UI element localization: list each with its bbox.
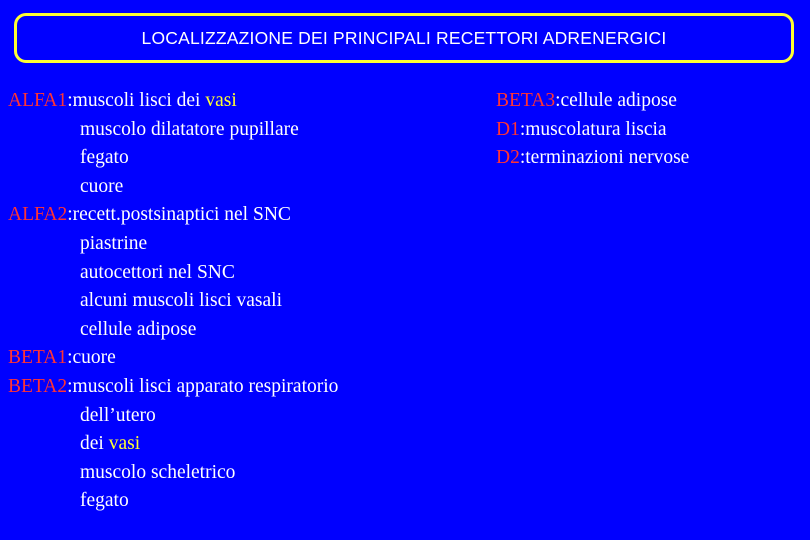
alfa1-label: ALFA1 — [8, 90, 68, 111]
alfa2-item: cellule adipose — [80, 318, 197, 340]
d2-text: :terminazioni nervose — [519, 147, 690, 169]
slide-title: LOCALIZZAZIONE DEI PRINCIPALI RECETTORI ADRENERGICI — [141, 27, 667, 48]
beta2-item: dell’utero — [80, 404, 156, 426]
beta2-highlight: vasi — [108, 433, 141, 455]
beta2-item: muscolo scheletrico — [80, 461, 236, 483]
d1-label: D1 — [496, 118, 520, 140]
beta1-label: BETA1 — [8, 347, 68, 369]
alfa2-item: piastrine — [80, 232, 148, 254]
beta1-row — [8, 344, 338, 373]
d2-label: D2 — [496, 147, 520, 169]
beta1-text: :cuore — [67, 347, 116, 369]
d1-row — [496, 116, 689, 145]
title-box — [14, 13, 794, 63]
beta3-label: BETA3 — [496, 90, 556, 111]
alfa1-item: muscolo dilatatore pupillare — [80, 118, 299, 140]
beta2-item-vasi — [8, 430, 338, 459]
d2-row — [496, 144, 689, 173]
alfa2-label: ALFA2 — [8, 204, 68, 226]
alfa1-item: cuore — [80, 175, 124, 197]
beta2-item-prefix: dei — [80, 433, 109, 455]
beta2-item: fegato — [80, 490, 129, 512]
left-column — [8, 87, 338, 516]
alfa2-row — [8, 201, 338, 230]
beta3-row — [496, 87, 689, 116]
beta3-text: :cellule adipose — [555, 90, 677, 111]
alfa1-highlight: vasi — [205, 90, 237, 111]
right-column — [496, 87, 689, 173]
alfa1-text: :muscoli lisci dei — [67, 90, 206, 111]
alfa1-row — [8, 87, 338, 116]
alfa2-text: :recett.postsinaptici nel SNC — [67, 204, 291, 226]
beta2-label: BETA2 — [8, 375, 68, 397]
d1-text: :muscolatura liscia — [519, 118, 667, 140]
alfa2-item: autocettori nel SNC — [80, 261, 235, 283]
beta2-row — [8, 373, 338, 402]
beta2-text: :muscoli lisci apparato respiratorio — [67, 375, 339, 397]
alfa2-item: alcuni muscoli lisci vasali — [80, 290, 282, 312]
alfa1-item: fegato — [80, 147, 129, 169]
